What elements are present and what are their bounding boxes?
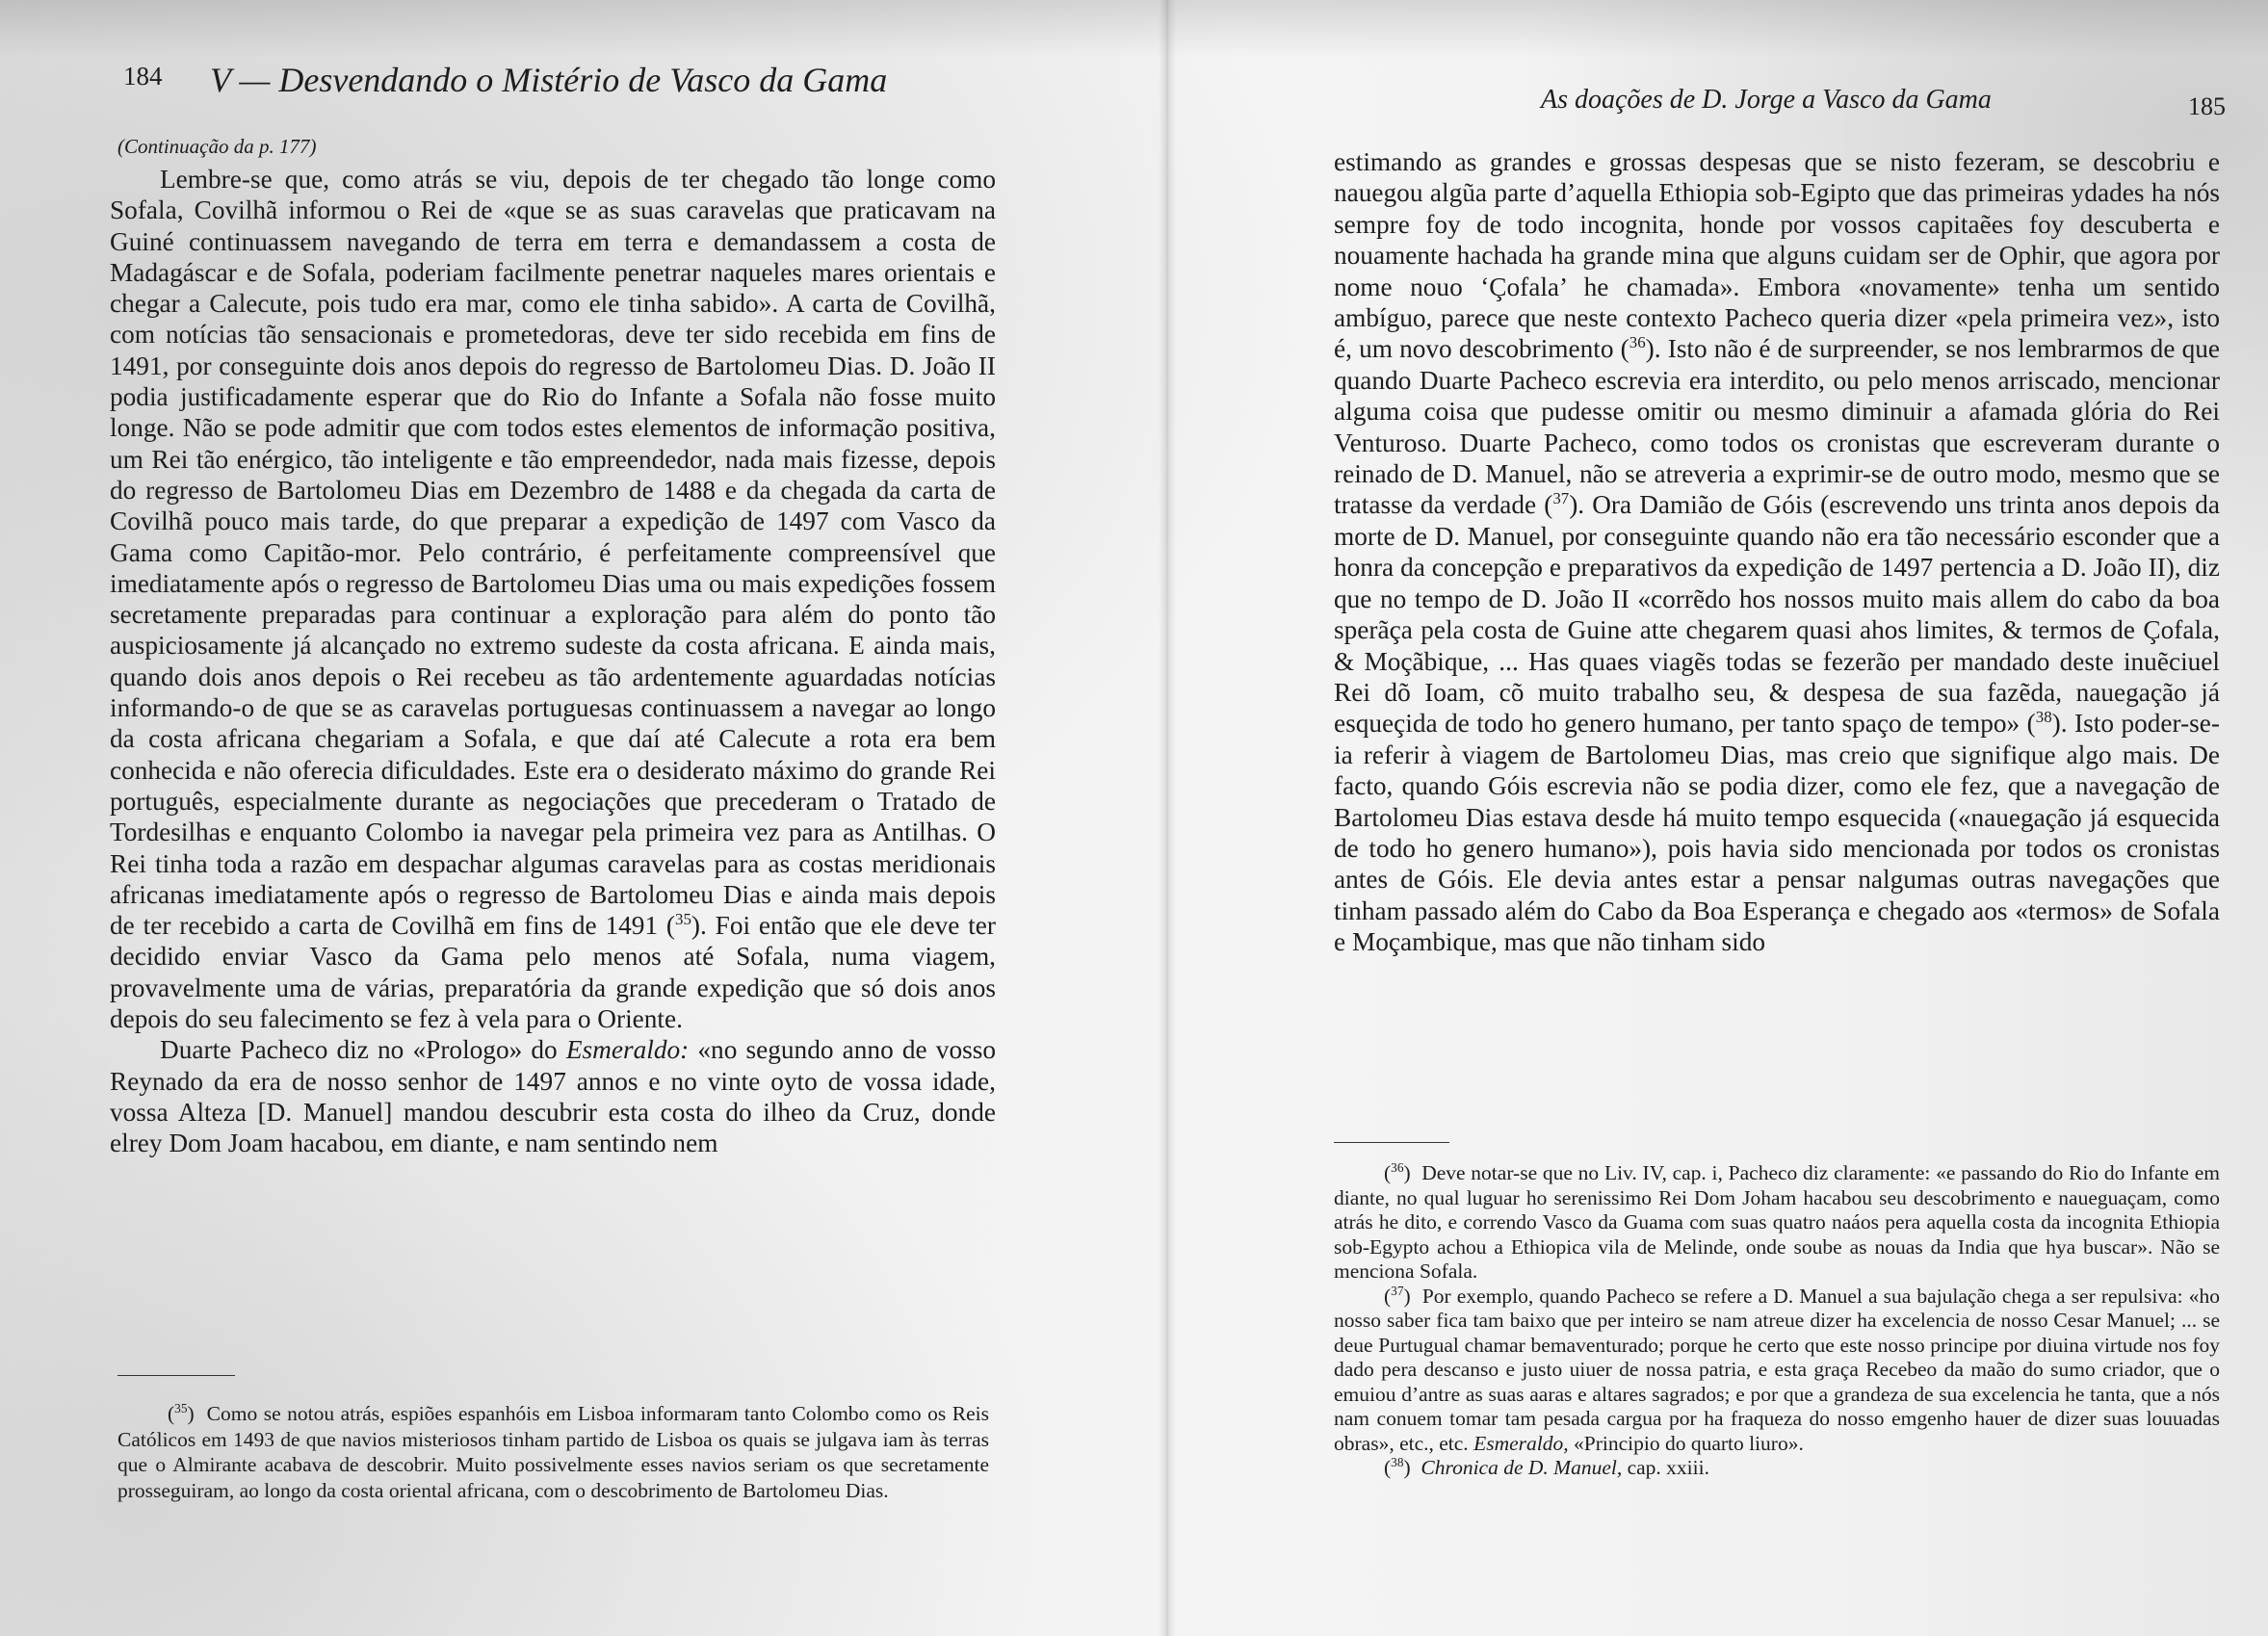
right-body-part-1: estimando as grandes e grossas despesas que se nisto fezeram, se descobriu e nauegou algũa parte d’aquella Ethiopia sob-Egipto que das primeiras ydades ha nós sempre foy de todo incognita, honde por vossos capitaẽes foy descuberta e nouamente hachada ha grande mina que alguns cuidam ser de Ophir, que agora por nome nouo ‘Çofala’ he chamada». Embora «novamente» tenha um sentido ambíguo, parece que neste contexto Pacheco queria dizer «pela primeira vez», isto é, um novo descobrimento ( [1334, 147, 2220, 364]
right-body-text [1334, 146, 2220, 958]
left-page-number: 184 [123, 62, 163, 91]
book-gutter [1159, 0, 1176, 1636]
left-body-text [110, 164, 996, 1159]
top-edge-shadow [0, 0, 2268, 58]
footnote-ref-36[interactable]: 36 [1629, 333, 1646, 352]
left-paragraph-1-text: Lembre-se que, como atrás se viu, depois de ter chegado tão longe como Sofala, Covilhã informou o Rei de «que se as suas caravelas que praticavam na Guiné continuassem navegando de terra em terra e demandassem a costa de Madagáscar e de Sofala, poderiam facilmente penetrar naqueles mares orientais e chegar a Calecute, pois tudo era mar, como ele tinha sabido». A carta de Covilhã, com notícias tão sensacionais e prometedoras, deve ter sido recebida em fins de 1491, por conseguinte dois anos depois do regresso de Bartolomeu Dias. D. João II podia justificadamente esperar que do Rio do Infante a Sofala não fosse muito longe. Não se pode admitir que com todos estes elementos de informação positiva, um Rei tão enérgico, tão inteligente e tão empreendedor, nada mais fizesse, depois do regresso de Bartolomeu Dias em Dezembro de 1488 e da chegada da carta de Covilhã pouco mais tarde, do que preparar a expedição de 1497 com Vasco da Gama como Capitão-mor. Pelo contrário, é perfeitamente compreensível que imediatamente após o regresso de Bartolomeu Dias uma ou mais expedições fossem secretamente preparadas para continuar a exploração para além do ponto tão auspiciosamente já alcançado no extremo sudeste da costa africana. E ainda mais, quando dois anos depois o Rei recebeu as tão ardentemente aguardadas notícias informando-o de que se as caravelas portuguesas continuassem a navegar ao longo da costa africana chegariam a Sofala, e que daí até Calecute a rota era bem conhecida e não oferecia dificuldades. Este era o desiderato máximo do grande Rei português, especialmente durante as negociações que precederam o Tratado de Tordesilhas e enquanto Colombo ia navegar pela primeira vez para as Antilhas. O Rei tinha toda a razão em despachar algumas caravelas para as costas meridionais africanas imediatamente após o regresso de Bartolomeu Dias e ainda mais depois de ter recebido a carta de Covilhã em fins de 1491 ( [110, 165, 996, 941]
footnote-38-text: cap. xxiii. [1622, 1456, 1709, 1479]
footnote-35-number: 35 [174, 1400, 188, 1415]
footnote-36-text: Deve notar-se que no Liv. IV, cap. i, Pacheco diz claramente: «e passando do Rio do Infante em diante, no qual luguar ho serenissimo Rei Dom Joham hacabou seu descobrimento e naueguaçam, como atrás he dito, e correndo Vasco da Guama com suas quatro naáos pera aquella costa da incognita Ethiopia sob-Egypto achou a Ethiopica vila de Melinde, onde soube as nouas da India que hya buscar». Não se menciona Sofala. [1334, 1161, 2220, 1283]
footnote-38-number: 38 [1391, 1454, 1404, 1469]
footnote-37-italic: Esmeraldo, [1473, 1431, 1569, 1455]
right-footnote-rule [1334, 1142, 1449, 1143]
footnote-ref-35[interactable]: 35 [674, 910, 691, 929]
footnote-35-text: Como se notou atrás, espiões espanhóis em Lisboa informaram tanto Colombo como os Reis Católicos em 1493 de que navios misteriosos tinham partido de Lisboa os quais se julgava iam às terras que o Almirante acabava de descobrir. Muito possivelmente esses navios seriam os que secretamente prosseguiram, ao longo da costa oriental africana, com o descobrimento de Bartolomeu Dias. [117, 1402, 989, 1502]
right-paragraph [1334, 146, 2220, 958]
continuation-note: (Continuação da p. 177) [117, 135, 317, 158]
left-paragraph-2 [110, 1034, 996, 1158]
left-footnote-rule [117, 1375, 235, 1376]
footnote-ref-38[interactable]: 38 [2035, 708, 2052, 727]
right-page-number: 185 [2188, 92, 2226, 120]
footnote-37-number: 37 [1391, 1283, 1404, 1298]
footnote-ref-37[interactable]: 37 [1552, 489, 1570, 508]
footnote-35: ($^{35}$) Como se notou atrás, espiões espanhóis em Lisboa informaram tanto Colombo como os Reis Católicos em 1493 de que navios misteriosos tinham partido de Lisboa os quais se julgava iam às terras que o Almirante acabava de descobrir. Muito possivelmente esses navios seriam os que secretamente prosseguiram, ao longo da costa oriental africana, com o descobrimento de Bartolomeu Dias. [117, 1400, 989, 1502]
left-running-title: V — Desvendando o Mistério de Vasco da Gama [210, 61, 888, 99]
left-paragraph-2-start: Duarte Pacheco diz no «Prologo» do [160, 1035, 566, 1065]
footnote-36-number: 36 [1391, 1159, 1404, 1175]
right-body-part-3: ). Ora Damião de Góis (escrevendo uns trinta anos depois da morte de D. Manuel, por conseguinte quando não era tão necessário esconder que a honra da concepção e preparativos da expedição de 1497 pertencia a D. João II), diz que no tempo de D. João II «corrẽdo hos nossos muito mais allem do cabo da boa sperãça pela costa de Guine atte chegarem quasi ahos limites, & termos de Çofala, & Moçãbique, ... Has quaes viagẽs todas se fezerão per mandado deste inuẽciuel Rei dõ Ioam, cõ muito trabalho seu, & despesa de sua fazẽda, nauegação já esqueçida de todo ho genero humano, per tanto spaço de tempo» ( [1334, 490, 2220, 739]
right-footnotes [1334, 1161, 2220, 1481]
left-paragraph-1-end: ). Foi então que ele deve ter decidido enviar Vasco da Gama pelo menos até Sofala, numa viagem, provavelmente uma de várias, preparatória da grande expedição que só dois anos depois do seu falecimento se fez à vela para o Oriente. [110, 911, 996, 1034]
left-paragraph-2-end: «no segundo anno de vosso Reynado da era de nosso senhor de 1497 annos e no vinte oyto de vossa idade, vossa Alteza [D. Manuel] mandou descubrir esta costa do ilheo da Cruz, donde elrey Dom Joam hacabou, em diante, e nam sentindo nem [110, 1035, 996, 1158]
left-paragraph-1 [110, 164, 996, 1034]
footnote-36: ($^{36}$) Deve notar-se que no Liv. IV, cap. i, Pacheco diz claramente: «e passando do Rio do Infante em diante, no qual luguar ho serenissimo Rei Dom Joham hacabou seu descobrimento e naueguaçam, como atrás he dito, e correndo Vasco da Guama com suas quatro naáos pera aquella costa da incognita Ethiopia sob-Egypto achou a Ethiopica vila de Melinde, onde soube as nouas da India que hya buscar». Não se menciona Sofala. [1334, 1159, 2220, 1283]
footnote-37-text: Por exemplo, quando Pacheco se refere a D. Manuel a sua bajulação chega a ser repulsiva: «ho nosso saber fica tam baixo que per inteiro se nam atreue dizer ha excelencia de nosso Cesar Manuel; ... se deue Purtugual chamar bemaventurado; porque he certo que este nosso principe por diuina virtude nos foy dado pera descanso e justo uiuer de nossa patria, e esta graça Recebeo da maão do sumo criador, que o emuiou d’antre as suas aaras e altares sagrados; e por que a grandeza de sua excelencia he tanta, que a nós nam conuem tomar tam pesada cargua por ha fraqueza do nosso emgenho hauer de dizer suas louuadas obras», etc., etc. [1334, 1284, 2220, 1455]
footnote-38-italic: Chronica de D. Manuel, [1421, 1456, 1623, 1479]
left-footnotes [117, 1401, 989, 1503]
esmeraldo-title: Esmeraldo: [565, 1035, 690, 1065]
footnote-38: ($^{38}$) Chronica de D. Manuel, cap. xxiii. [1384, 1454, 1709, 1479]
footnote-37: ($^{37}$) Por exemplo, quando Pacheco se refere a D. Manuel a sua bajulação chega a ser repulsiva: «ho nosso saber fica tam baixo que per inteiro se nam atreue dizer ha excelencia de nosso Cesar Manuel; ... se deue Purtugual chamar bemaventurado; porque he certo que este nosso principe por diuina virtude nos foy dado pera descanso e justo uiuer de nossa patria, e esta graça Recebeo da maão do sumo criador, que o emuiou d’antre as suas aaras e altares sagrados; e por que a grandeza de sua excelencia he tanta, que a nós nam conuem tomar tam pesada cargua por ha fraqueza do nosso emgenho hauer de dizer suas louuadas obras», etc., etc. Esmeraldo, «Principio do quarto liuro». [1334, 1283, 2220, 1455]
right-body-part-2: ). Isto não é de surpreender, se nos lembrarmos de que quando Duarte Pacheco escrevia era interdito, ou pelo menos arriscado, mencionar alguma coisa que pudesse omitir ou mesmo diminuir a afamada glória do Rei Venturoso. Duarte Pacheco, como todos os cronistas que escreveram durante o reinado de D. Manuel, não se atreveria a exprimir-se de outro modo, mesmo que se tratasse da verdade ( [1334, 334, 2220, 520]
footnote-37-text-end: «Principio do quarto liuro». [1568, 1431, 1804, 1455]
right-running-title: As doações de D. Jorge a Vasco da Gama [1541, 85, 1992, 115]
right-body-part-4: ). Isto poder-se-ia referir à viagem de Bartolomeu Dias, mas creio que signifique algo mais. De facto, quando Góis escrevia não se podia dizer, como ele fez, que a navegação de Bartolomeu Dias estava desde há muito tempo esquecida («nauegação já esquecida de todo ho genero humano»), pois havia sido mencionada por todos os cronistas antes de Góis. Ele devia antes estar a pensar nalgumas outras navegações que tinham passado além do Cabo da Boa Esperança e chegado aos «termos» de Sofala e Moçambique, mas que não tinham sido [1334, 709, 2221, 957]
